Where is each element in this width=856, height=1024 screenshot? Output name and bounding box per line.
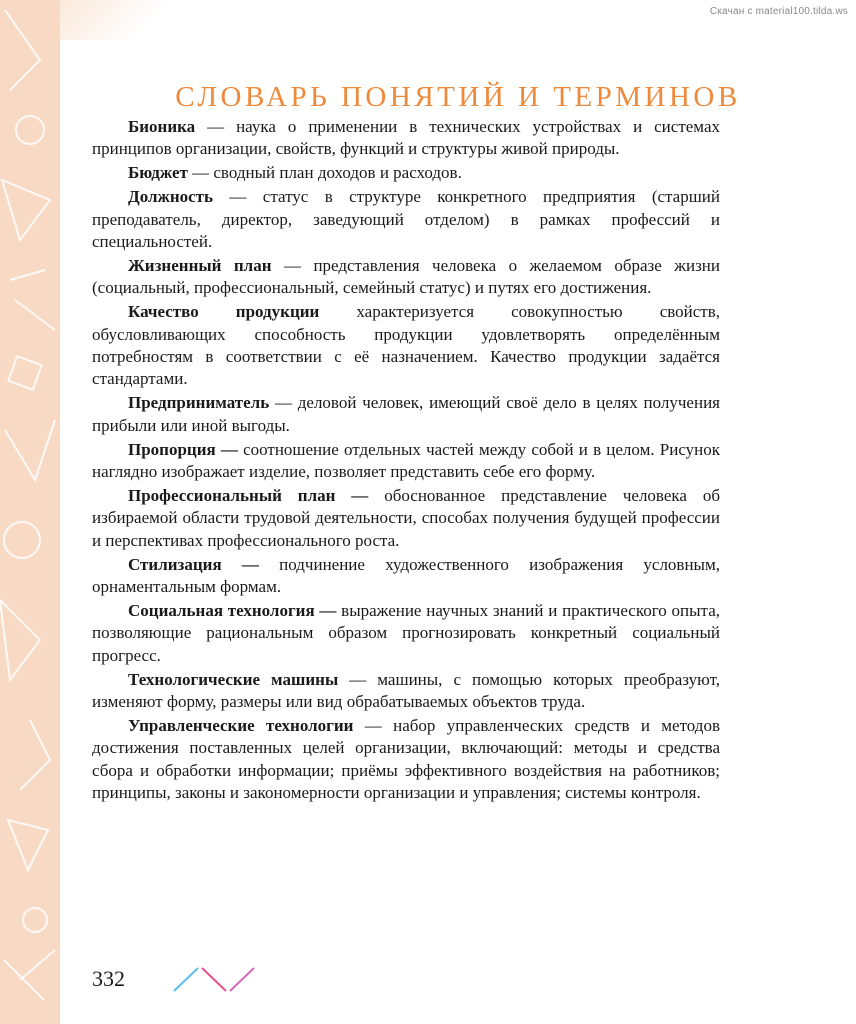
glossary-entry bbox=[92, 439, 720, 484]
entry-definition: — набор управленческих средств и методов достижения поставленных целей организации, включающий: методы и средства сбора и обработки информации; приёмы эффективного воздействия на работников; принципы, законы и закономерности организации и управления; системы контроля. bbox=[92, 716, 720, 803]
entry-definition: — статус в структуре конкретного предприятия (старший преподаватель, директор, заведующий отделом) в рамках профессий и специальностей. bbox=[92, 187, 720, 252]
entry-term: Жизненный план bbox=[128, 255, 272, 275]
entry-definition: — деловой человек, имеющий своё дело в целях получения прибыли или иной выгоды. bbox=[92, 393, 720, 435]
slash-magenta bbox=[230, 968, 254, 991]
glossary-entry bbox=[92, 162, 720, 184]
glossary-entry bbox=[92, 600, 720, 667]
glossary-entries bbox=[92, 116, 720, 806]
entry-term: Социальная технология — bbox=[128, 601, 337, 621]
glossary-entry bbox=[92, 116, 720, 161]
glossary-entry bbox=[92, 715, 720, 805]
entry-definition: — машины, с помощью которых преобразуют, изменяют форму, размеры или вид обрабатываемых объектов труда. bbox=[92, 669, 721, 712]
entry-definition: характеризуется совокупностью свойств, обусловливающих способность продукции удовлетворять определённым потребностям в соответствии с её назначением. Качество продукции задаётся стандартами. bbox=[92, 302, 720, 389]
decorative-slashes bbox=[170, 964, 260, 994]
download-watermark: Скачан с material100.tilda.ws bbox=[709, 6, 848, 17]
glossary-entry bbox=[92, 186, 720, 253]
corner-fade bbox=[60, 0, 180, 40]
entry-term: Бионика bbox=[128, 117, 196, 136]
glossary-entry bbox=[92, 485, 720, 552]
slash-pink bbox=[202, 968, 226, 991]
entry-definition: — представления человека о желаемом образе жизни (социальный, профессиональный, семейный статус) и путях его достижения. bbox=[92, 255, 720, 298]
glossary-entry bbox=[92, 392, 720, 437]
glossary-entry bbox=[92, 554, 720, 599]
entry-definition: соотношение отдельных частей между собой и в целом. Рисунок наглядно изображает изделие, позволяет представить себе его форму. bbox=[92, 439, 720, 482]
decorative-side-band bbox=[0, 0, 60, 1024]
page-title: СЛОВАРЬ ПОНЯТИЙ И ТЕРМИНОВ bbox=[175, 81, 741, 114]
entry-term: Качество продукции bbox=[128, 302, 320, 322]
entry-definition: — наука о применении в технических устройствах и системах принципов организации, свойств, функций и структуры живой природы. bbox=[92, 117, 720, 159]
slash-blue bbox=[174, 968, 198, 991]
geometric-pattern bbox=[0, 0, 60, 1024]
entry-term: Профессиональный план — bbox=[128, 486, 369, 505]
entry-term: Должность bbox=[128, 187, 214, 207]
entry-term: Предприниматель bbox=[128, 393, 270, 413]
page-number: 332 bbox=[92, 966, 125, 991]
glossary-entry bbox=[92, 301, 720, 391]
entry-term: Бюджет bbox=[128, 163, 188, 183]
glossary-entry bbox=[92, 255, 720, 300]
entry-definition: подчинение художественного изображения условным, орнаментальным формам. bbox=[92, 554, 720, 597]
entry-term: Технологические машины bbox=[128, 669, 339, 689]
entry-definition: выражение научных знаний и практического опыта, позволяющие рациональным образом прогнозировать конкретный социальный прогресс. bbox=[92, 601, 720, 665]
glossary-entry bbox=[92, 669, 720, 714]
entry-definition: обоснованное представление человека об избираемой области трудовой деятельности, способах получения будущей профессии и перспективах профессионального роста. bbox=[92, 486, 720, 550]
entry-term: Стилизация — bbox=[128, 554, 259, 574]
entry-term: Пропорция — bbox=[128, 439, 238, 459]
entry-definition: — сводный план доходов и расходов. bbox=[187, 163, 462, 183]
entry-term: Управленческие технологии bbox=[128, 716, 354, 736]
